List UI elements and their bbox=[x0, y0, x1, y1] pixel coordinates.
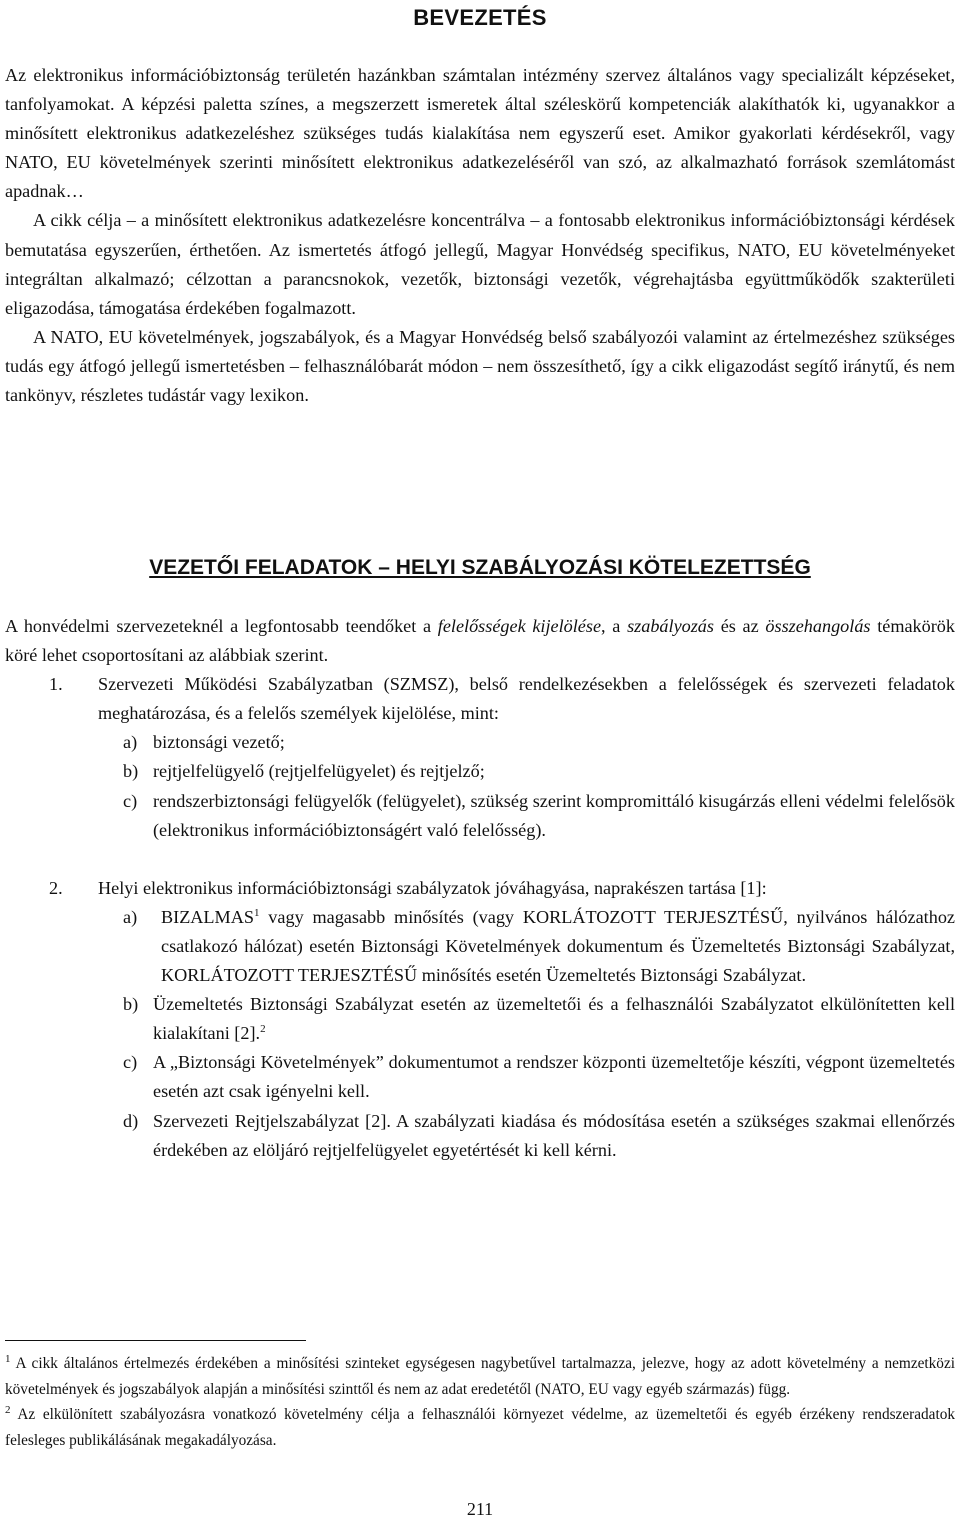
numbered-item-2 bbox=[5, 874, 955, 903]
intro-paragraph-3: A NATO, EU követelmények, jogszabályok, és a Magyar Honvédség belső szabályozói valamint az értelmezéshez szükséges tudás egy átfogó jellegű ismertetésben – felhasználóbarát módon – nem összesíthető, így a cikk eligazodást segítő iránytű, és nem tankönyv, részletes tudástár vagy lexikon. bbox=[5, 326, 955, 406]
subitem-2b bbox=[98, 990, 955, 1048]
section2-intro-emphasis-3: összehangolás bbox=[765, 616, 871, 636]
heading-vezetoi-feladatok: VEZETŐI FELADATOK – HELYI SZABÁLYOZÁSI KÖTELEZETTSÉG bbox=[149, 556, 811, 579]
subitem-letter: b) bbox=[123, 761, 139, 782]
subitem-text-after: vagy magasabb minősítés (vagy KORLÁTOZOTT TERJESZTÉSŰ, nyilvános hálózathoz csatlakozó hálózat) esetén Biztonsági Követelmények dokumentum és Üzemeltetés Biztonsági Szabályzat, KORLÁTOZOTT TERJESZTÉSŰ minősítés esetén Üzemeltetés Biztonsági Szabályzat. bbox=[161, 906, 955, 986]
footnotes bbox=[5, 1351, 955, 1453]
subitem-letter: d) bbox=[123, 1110, 139, 1131]
item-2-subitems bbox=[98, 903, 955, 1165]
section2-intro-text-3: és az bbox=[713, 616, 766, 636]
footnote-text: Az elkülönített szabályozásra vonatkozó követelmény célja a felhasználói környezet védelme, az üzemeltetői és egyéb érzékeny rendszeradatok felesleges publikálásának megakadályozása. bbox=[5, 1406, 955, 1449]
footnote-number: 2 bbox=[5, 1404, 11, 1417]
section2-intro-text-1: A honvédelmi szervezeteknél a legfontosabb teendőket a bbox=[5, 616, 438, 636]
numbered-item-1 bbox=[5, 670, 955, 728]
item-number: 1. bbox=[49, 674, 63, 695]
footnote-separator bbox=[5, 1340, 306, 1341]
section2-intro bbox=[5, 612, 955, 670]
page-number: 211 bbox=[466, 1499, 494, 1519]
footnote-2 bbox=[5, 1402, 955, 1453]
heading-bevezetes: BEVEZETÉS bbox=[413, 5, 547, 30]
footnote-ref-1: 1 bbox=[253, 906, 260, 919]
subitem-text-before: BIZALMAS bbox=[161, 906, 254, 927]
section2-intro-text-2: , a bbox=[601, 616, 628, 636]
subitem-text: Szervezeti Rejtjelszabályzat [2]. A szabályzati kiadása és módosítása esetén a szükséges szakmai ellenőrzés érdekében az elöljáró rejtjelfelügyelet egyetértését ki kell kérni. bbox=[153, 1110, 955, 1160]
intro-paragraph-2: A cikk célja – a minősített elektronikus adatkezelésre koncentrálva – a fontosabb elektronikus információbiztonsági kérdések bemutatása egyszerűen, érthetően. Az ismertetés átfogó jellegű, Magyar Honvédség specifikus, NATO, EU követelményeket integráltan alkalmazó; célzottan a parancsnokok, vezetők, biztonsági vezetők, végrehajtásba együttműködők szakterületi eligazodása, támogatása érdekében fogalmazott. bbox=[5, 210, 955, 318]
subitem-text: biztonsági vezető; bbox=[153, 732, 285, 753]
subitem-text: rendszerbiztonsági felügyelők (felügyelet), szükség szerint kompromittáló kisugárzás elleni védelmi felelősök (elektronikus információbiztonságért való felelősség). bbox=[153, 790, 955, 840]
subitem-letter: c) bbox=[123, 1052, 138, 1073]
section2-body bbox=[5, 612, 955, 1165]
item-text: Szervezeti Működési Szabályzatban (SZMSZ), belső rendelkezésekben a felelősségek és szervezeti feladatok meghatározása, és a felelős személyek kijelölése, mint: bbox=[98, 674, 955, 724]
subitem-letter: b) bbox=[123, 994, 139, 1015]
section2-intro-text-4: témakörök köré lehet csoportosítani az alábbiak szerint. bbox=[5, 616, 955, 666]
item-text: Helyi elektronikus információbiztonsági szabályzatok jóváhagyása, naprakészen tartása [1]: bbox=[98, 877, 767, 898]
subitem-text: A „Biztonsági Követelmények” dokumentumot a rendszer központi üzemeltetője készíti, végpont üzemeltetés esetén azt csak igényelni kell. bbox=[153, 1052, 955, 1102]
subitem-1a bbox=[98, 728, 955, 757]
intro-paragraph-1: Az elektronikus információbiztonság területén hazánkban számtalan intézmény szervez általános vagy specializált képzéseket, tanfolyamokat. A képzési paletta színes, a megszerzett ismeretek által széleskörű kompetenciák alakíthatók ki, ugyanakkor a minősített elektronikus adatkezeléshez szükséges tudás kialakítása nem egyszerű eset. Amikor gyakorlati kérdésekről, vagy NATO, EU követelmények szerinti minősített elektronikus adatkezeléséről van szó, az alkalmazható források szemlátomást apadnak… bbox=[5, 65, 955, 202]
subitem-1b bbox=[98, 757, 955, 786]
item-spacer bbox=[5, 845, 955, 874]
subitem-text-before: Üzemeltetés Biztonsági Szabályzat esetén az üzemeltetői és a felhasználói Szabályzatot elkülönítetten kell kialakítani [2]. bbox=[153, 994, 955, 1044]
footnote-number: 1 bbox=[5, 1352, 11, 1365]
subitem-2c bbox=[98, 1048, 955, 1106]
intro-section bbox=[5, 61, 955, 410]
subitem-2d bbox=[98, 1107, 955, 1165]
subitem-letter: a) bbox=[123, 906, 138, 927]
subitem-text bbox=[153, 903, 955, 990]
subitem-letter: a) bbox=[123, 732, 138, 753]
subitem-letter: c) bbox=[123, 790, 138, 811]
section2-intro-emphasis-1: felelősségek kijelölése bbox=[437, 616, 602, 636]
subitem-text: rejtjelfelügyelő (rejtjelfelügyelet) és rejtjelző; bbox=[153, 761, 485, 782]
subitem-1c bbox=[98, 787, 955, 845]
item-1-subitems bbox=[98, 728, 955, 844]
subitem-2a bbox=[98, 903, 955, 990]
footnote-1 bbox=[5, 1351, 955, 1402]
footnote-ref-2: 2 bbox=[260, 1023, 266, 1036]
item-number: 2. bbox=[49, 877, 63, 898]
section2-intro-emphasis-2: szabályozás bbox=[627, 616, 714, 636]
footnote-text: A cikk általános értelmezés érdekében a minősítési szinteket egységesen nagybetűvel tartalmazza, jelezve, hogy az adott követelmény a nemzetközi követelmények és jogszabályok alapján a minősítési szinttől és nem az adat eredetétől (NATO, EU vagy egyéb származás) függ. bbox=[5, 1355, 955, 1398]
